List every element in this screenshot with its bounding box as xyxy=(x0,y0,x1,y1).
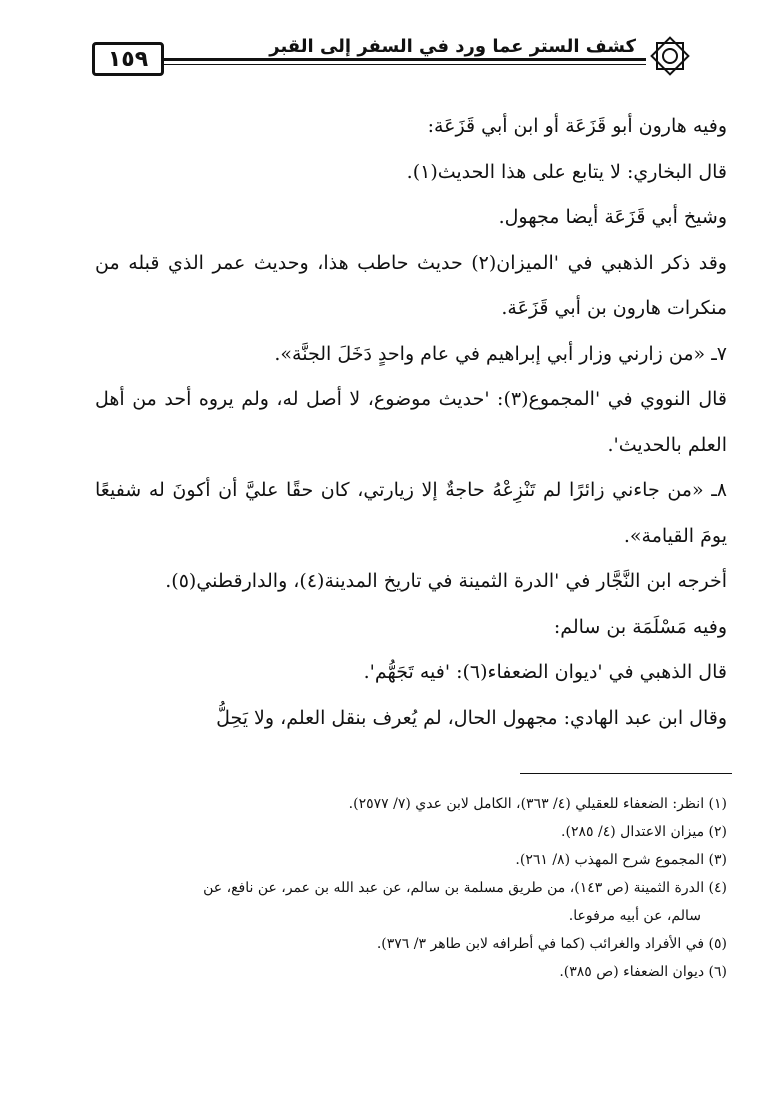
text-paragraph: قال النووي في 'المجموع(٣): 'حديث موضوع، لا أصل له، ولم يروه أحد من أهل العلم بالحديث'. xyxy=(95,388,727,456)
book-title: كشف الستر عما ورد في السفر إلى القبر xyxy=(263,36,642,57)
hadith-8: ٨ـ «من جاءني زائرًا لم تَنْزِعْهُ حاجةٌ إلا زيارتي، كان حقًا عليَّ أن أكونَ له شفيعًا يومَ القيامة». xyxy=(95,479,727,547)
footnote-4: (٤) الدرة الثمينة (ص ١٤٣)، من طريق مسلمة بن سالم، عن عبد الله بن عمر، عن نافع، عن xyxy=(203,880,727,896)
footnote-6: (٦) ديوان الضعفاء (ص ٣٨٥). xyxy=(559,964,727,980)
header-rule xyxy=(164,58,646,61)
text-line: وقال ابن عبد الهادي: مجهول الحال، لم يُعرف بنقل العلم، ولا يَحِلُّ xyxy=(216,706,727,729)
hadith-7: ٧ـ «من زارني وزار أبي إبراهيم في عام واحدٍ دَخَلَ الجنَّة». xyxy=(274,342,727,365)
page-header xyxy=(92,34,732,104)
header-rule-thin xyxy=(164,64,646,65)
footnote-4-continued: سالم، عن أبيه مرفوعا. xyxy=(568,908,701,924)
star-ornament-icon xyxy=(648,34,692,78)
text-paragraph: وقد ذكر الذهبي في 'الميزان(٢) حديث حاطب هذا، وحديث عمر الذي قبله من منكرات هارون بن أبي قَزَعَة. xyxy=(95,251,727,319)
text-line: وشيخ أبي قَزَعَة أيضا مجهول. xyxy=(498,206,727,228)
footnotes xyxy=(95,790,727,986)
footnote-divider xyxy=(520,773,732,774)
footnote-3: (٣) المجموع شرح المهذب (٨/ ٢٦١). xyxy=(515,852,727,868)
footnote-5: (٥) في الأفراد والغرائب (كما في أطرافه لابن طاهر ٣/ ٣٧٦). xyxy=(376,936,727,952)
footnote-1: (١) انظر: الضعفاء للعقيلي (٤/ ٣٦٣)، الكامل لابن عدي (٧/ ٢٥٧٧). xyxy=(348,796,727,812)
text-line: وفيه هارون أبو قَزَعَة أو ابن أبي قَزَعَة: xyxy=(427,115,727,137)
text-line: أخرجه ابن النَّجَّار في 'الدرة الثمينة في تاريخ المدينة(٤)، والدارقطني(٥). xyxy=(165,570,727,592)
text-line: قال البخاري: لا يتابع على هذا الحديث(١). xyxy=(406,160,727,183)
main-text xyxy=(95,104,727,741)
page-number: ١٥٩ xyxy=(92,42,164,76)
text-line: وفيه مَسْلَمَة بن سالم: xyxy=(553,615,727,638)
footnote-2: (٢) ميزان الاعتدال (٤/ ٢٨٥). xyxy=(561,824,727,840)
text-line: قال الذهبي في 'ديوان الضعفاء(٦): 'فيه تَجَهُّم'. xyxy=(363,661,727,683)
